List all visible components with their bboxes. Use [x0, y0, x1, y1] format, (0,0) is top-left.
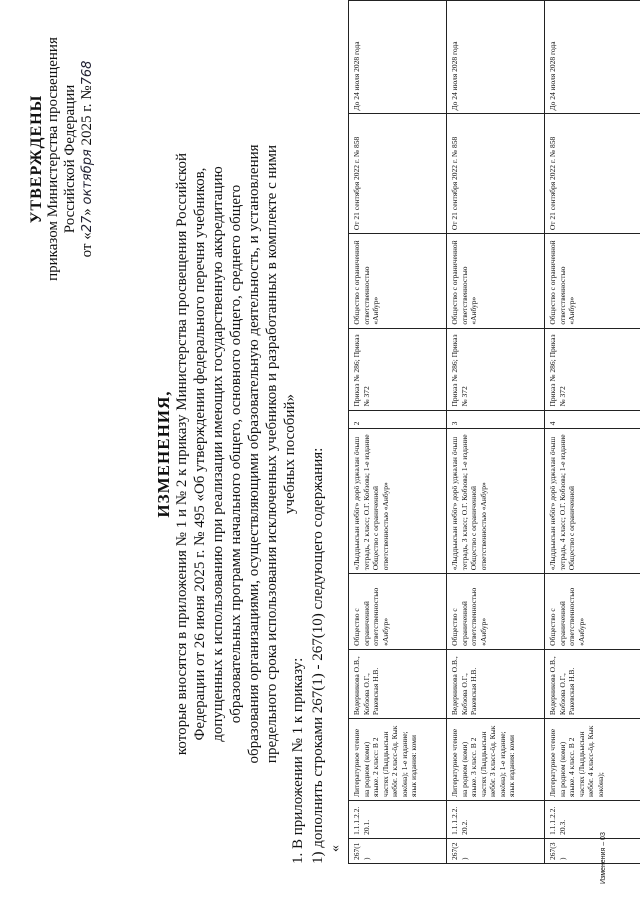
table-cell-aids: «Лыддьысьан небӧг» дорӧ уджалан ӧчыш тетрадь, 4 класс; О.Г. Кобзова; 1-е издание Общество с ограниченной	[545, 429, 640, 574]
title-heading: ИЗМЕНЕНИЯ,	[154, 390, 173, 518]
table-cell-pub2: Общество с ограниченной ответственностью «Анбур»	[349, 234, 447, 328]
table-cell-grade: 3	[447, 410, 545, 429]
table-cell-grade: 4	[545, 410, 640, 429]
title-body: которые вносятся в приложения № 1 и № 2 к приказу Министерства просвещения Российской Федерации от 26 июня 2025 г. № 495 «Об утверждении федерального перечня учебников, допущенных к использованию при реализации имеющих государственную аккредитацию образовательных программ начального общего, основного общего, среднего общего образования организациями, осуществляющими образовательную деятельность, и установления предельного срока использования исключенных учебников и разработанных в комплекте с ними учебных пособий»	[174, 144, 298, 764]
table-cell-aids: «Лыддьысьан небӧг» дорӧ уджалан ӧчыш тетрадь, 2 класс; О.Г. Кобзова; 1-е издание Общество с ограниченной ответственностью «Анбур»	[349, 429, 447, 574]
opening-quote-mark: «	[328, 845, 343, 852]
table-cell-code: 1.1.1.2.2.20.2.	[447, 801, 545, 839]
approval-line-1: приказом Министерства просвещения	[45, 37, 61, 281]
approval-stamp	[28, 29, 96, 289]
textbook-table	[348, 0, 640, 864]
page-footer: Изменения – 03	[600, 832, 607, 884]
table-cell-name: Литературное чтение на родном (коми) языке. 2 класс: В 2 частях (Лыддьысьан небӧг. 2 класс-ӧд. Кык юкӧна); 1-е издание; язык издания: коми	[349, 719, 447, 801]
table-cell-authors: Ведерникова О.В., Кобзова О.Г., Ракевская Н.В.	[447, 649, 545, 718]
document-title	[155, 144, 299, 764]
table-cell-date2: До 24 июля 2028 года	[349, 1, 447, 115]
table-cell-publisher: Общество с ограниченной ответственностью «Анбур»	[545, 574, 640, 650]
table-cell-name: Литературное чтение на родном (коми) языке. 4 класс. В 2 частях (Лыддьысьан небӧг. 4 класс-ӧд. Кык юкӧна);	[545, 719, 640, 801]
table-cell-row: 267(3)	[545, 838, 640, 863]
table-cell-grade: 2	[349, 410, 447, 429]
date-prefix: от «	[79, 232, 95, 258]
section-1-heading: 1. В приложении № 1 к приказу:	[290, 657, 306, 864]
handwritten-day: 27	[80, 215, 95, 233]
handwritten-number: 768	[80, 60, 95, 86]
table-cell-publisher: Общество с ограниченной ответственностью «Анбур»	[349, 574, 447, 650]
table-cell-authors: Ведерникова О.В., Кобзова О.Г., Ракевская Н.В.	[545, 649, 640, 718]
table-cell-code: 1.1.1.2.2.20.3.	[545, 801, 640, 839]
number-prefix: №	[79, 85, 95, 100]
table-cell-code: 1.1.1.2.2.20.1.	[349, 801, 447, 839]
approval-heading: УТВЕРЖДЕНЫ	[28, 94, 45, 224]
approval-line-2: Российской Федерации	[62, 84, 78, 234]
table-cell-row: 267(2)	[447, 838, 545, 863]
table-cell-pub2: Общество с ограниченной ответственностью «Анбур»	[447, 234, 545, 328]
section-1-subheading: 1) дополнить строками 267(1) - 267(10) следующего содержания:	[310, 447, 326, 864]
table-cell-row: 267(1)	[349, 838, 447, 863]
table-row	[447, 1, 545, 864]
table-row	[349, 1, 447, 864]
table-cell-date1: От 21 сентября 2022 г. № 858	[545, 114, 640, 234]
table-cell-authors: Ведерникова О.В., Кобзова О.Г., Ракевская Н.В.	[349, 649, 447, 718]
table-cell-date1: От 21 сентября 2022 г. № 858	[447, 114, 545, 234]
table-cell-date2: До 24 июля 2028 года	[545, 1, 640, 115]
table-cell-date1: От 21 сентября 2022 г. № 858	[349, 114, 447, 234]
table-cell-aids: «Лыддьысьан небӧг» дорӧ уджалан ӧчыш тетрадь, 3 класс; О.Г. Кобзова; 1-е издание Общество с ограниченной ответственностью «Анбур»	[447, 429, 545, 574]
table-row	[545, 1, 640, 864]
table-cell-date2: До 24 июля 2028 года	[447, 1, 545, 115]
table-cell-orders: Приказ № 286; Приказ № 372	[545, 328, 640, 410]
table-cell-orders: Приказ № 286; Приказ № 372	[447, 328, 545, 410]
date-mid: »	[79, 204, 95, 216]
date-year: 2025 г.	[79, 103, 95, 146]
table-cell-name: Литературное чтение на родном (коми) языке. 3 класс. В 2 частях (Лыддьысьан небӧг. 3 класс-ӧд. Кык юкӧна); 1-е издание; язык издания: коми	[447, 719, 545, 801]
handwritten-month: октября	[80, 149, 95, 205]
table-cell-orders: Приказ № 286; Приказ № 372	[349, 328, 447, 410]
approval-date-line	[79, 29, 96, 289]
table-cell-publisher: Общество с ограниченной ответственностью «Анбур»	[447, 574, 545, 650]
table-cell-pub2: Общество с ограниченной ответственностью «Анбур»	[545, 234, 640, 328]
